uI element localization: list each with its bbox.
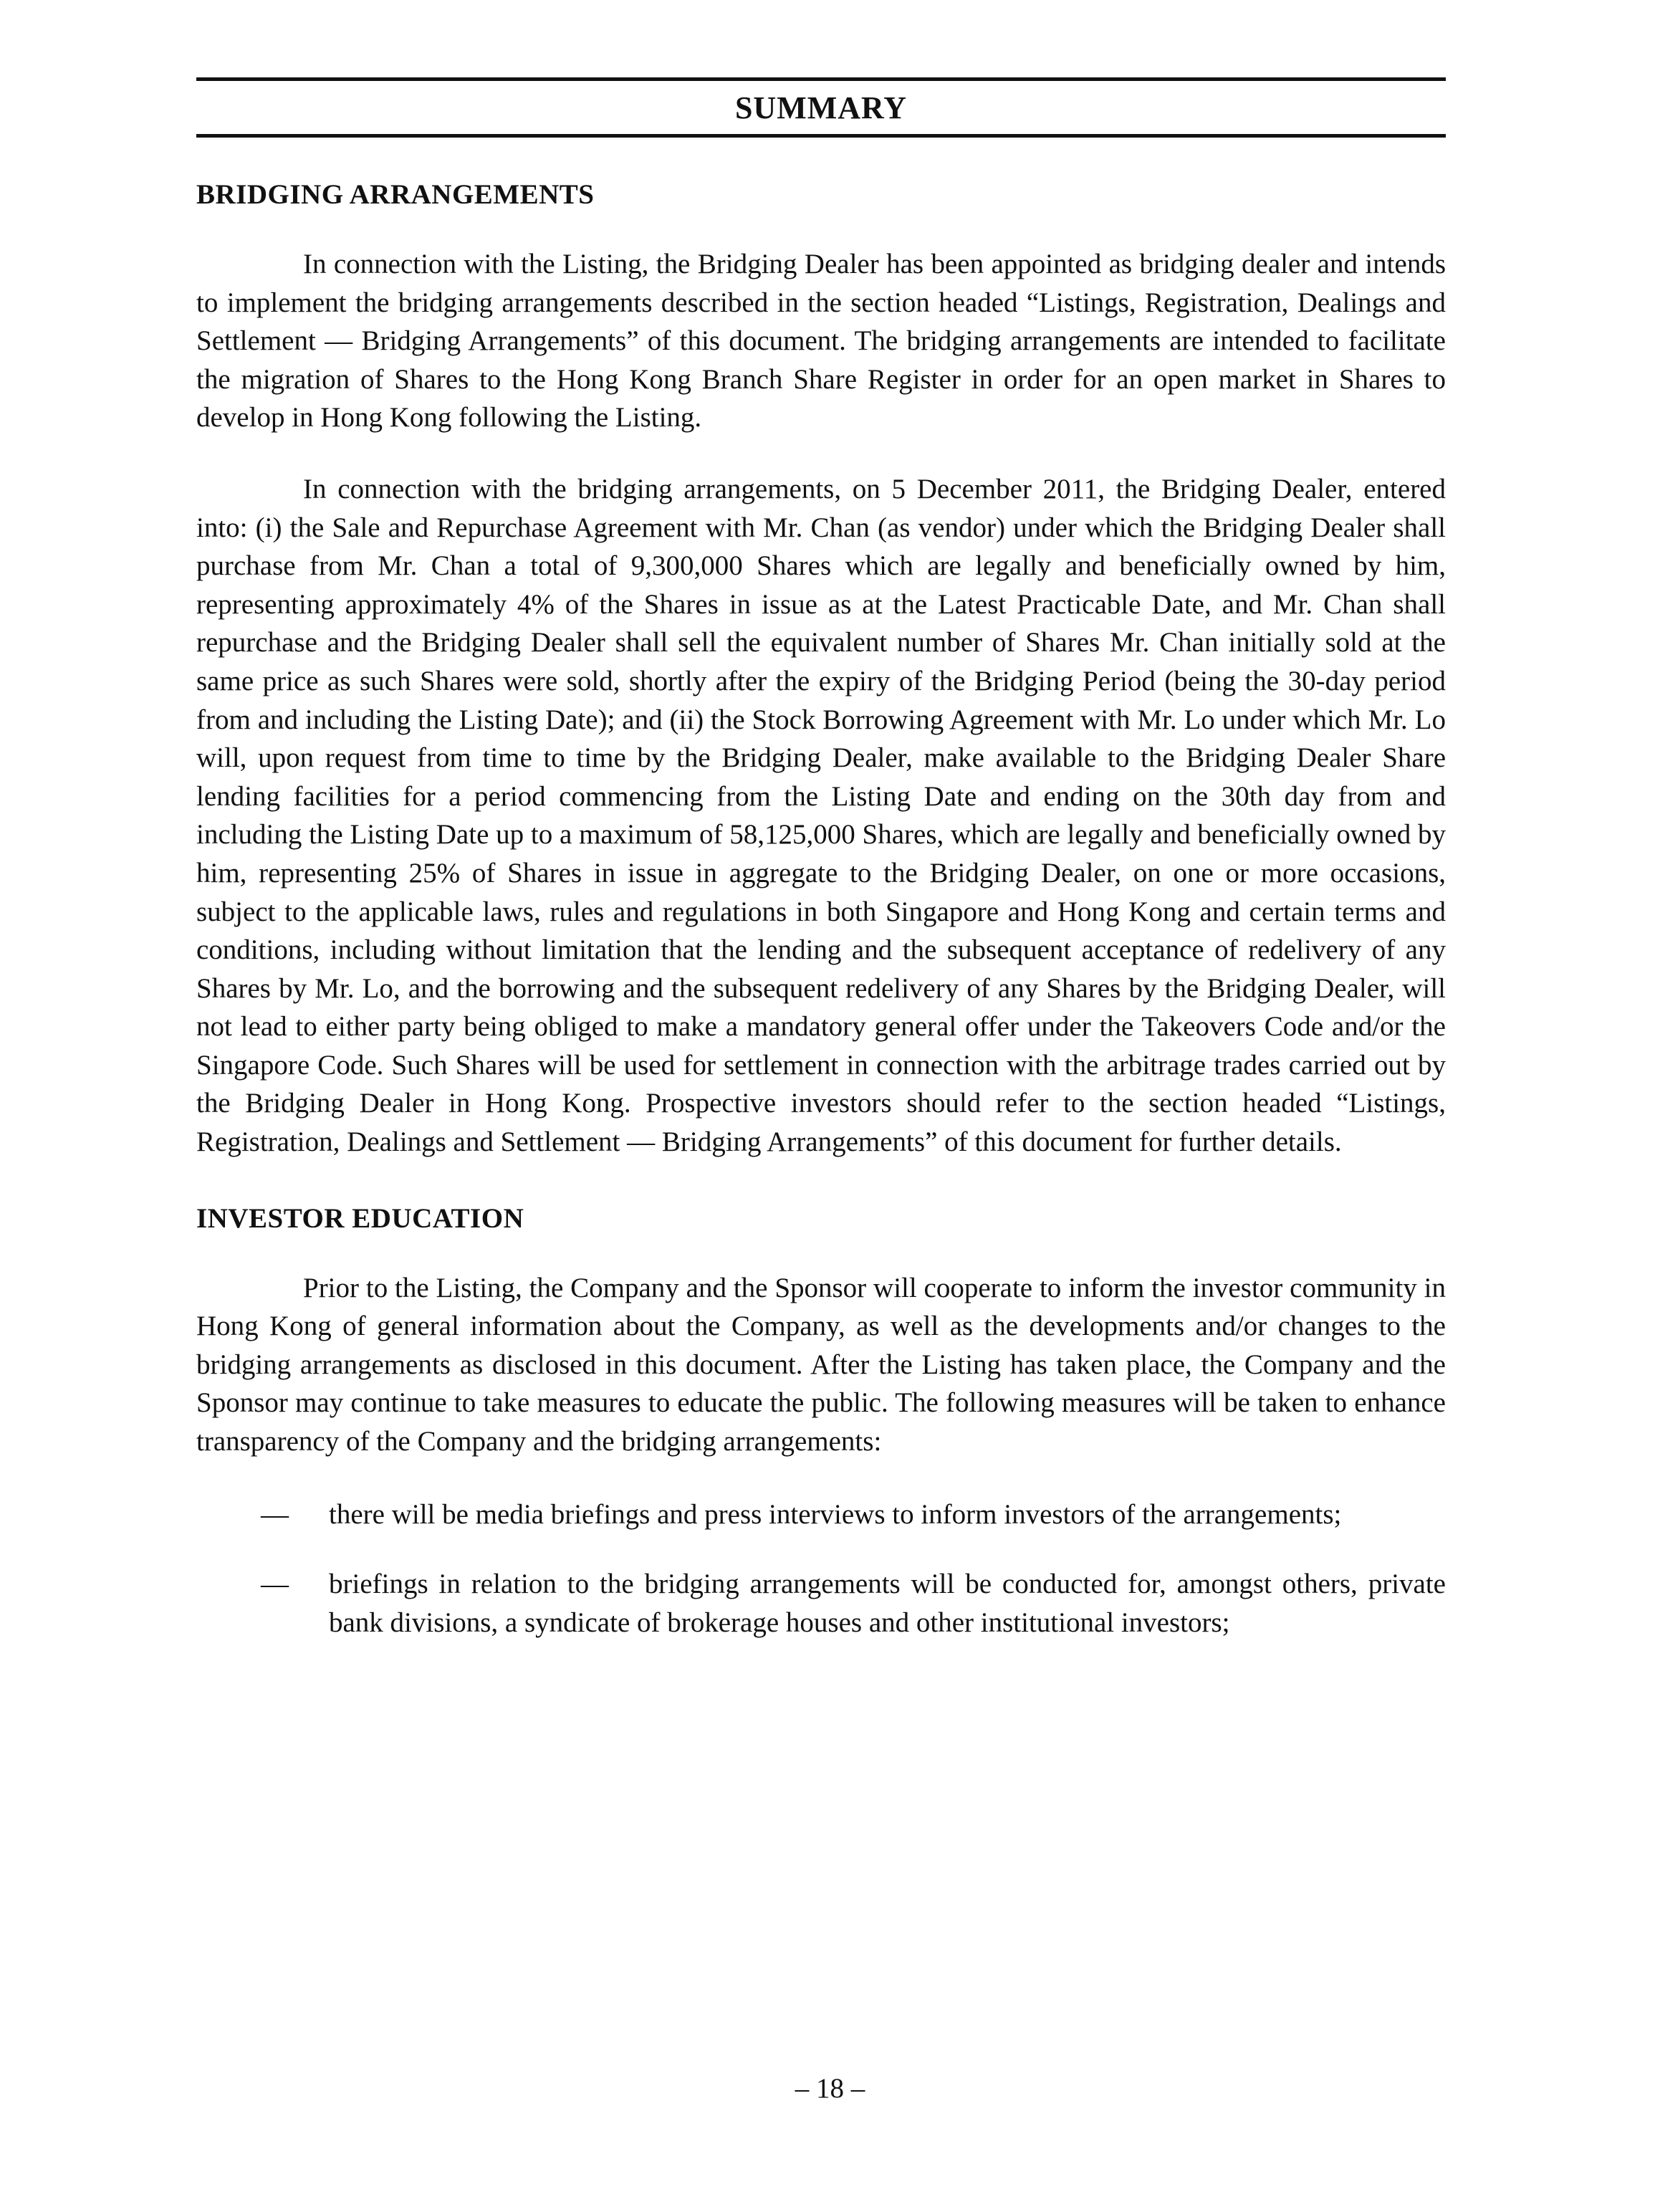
page-header-title: SUMMARY [734,90,908,125]
section-heading-bridging-arrangements: BRIDGING ARRANGEMENTS [196,179,595,210]
page-number: – 18 – [795,2073,865,2104]
document-page [196,77,1446,1642]
dash-bullet-icon: — [261,1569,289,1600]
list-item [196,1495,1446,1534]
measures-list [196,1495,1446,1642]
header-top-rule [196,77,1446,81]
list-spacer [196,1533,1446,1565]
list-item-text: briefings in relation to the bridging arrangements will be conducted for, amongst others, private bank divisions, a syndicate of brokerage houses and other institutional investors; [329,1569,1446,1638]
paragraph-bridging-intro: In connection with the Listing, the Bridging Dealer has been appointed as bridging dealer and intends to implement the bridging arrangements described in the section headed “Listings, Registration, Dealings and Settlement — Bridging Arrangements” of this document. The bridging arrangements are intended to facilitate the migration of Shares to the Hong Kong Branch Share Register in order for an open market in Shares to develop in Hong Kong following the Listing. [196,249,1446,434]
dash-bullet-icon: — [261,1498,289,1530]
section-heading-investor-education: INVESTOR EDUCATION [196,1202,524,1234]
paragraph-bridging-agreements: In connection with the bridging arrangements, on 5 December 2011, the Bridging Dealer, entered into: (i) the Sale and Repurchase Agreement with Mr. Chan (as vendor) under which the Bridging Dealer shall purchase from Mr. Chan a total of 9,300,000 Shares which are legally and beneficially owned by him, representing approximately 4% of the Shares in issue as at the Latest Practicable Date, and Mr. Chan shall repurchase and the Bridging Dealer shall sell the equivalent number of Shares Mr. Chan initially sold at the same price as such Shares were sold, shortly after the expiry of the Bridging Period (being the 30-day period from and including the Listing Date); and (ii) the Stock Borrowing Agreement with Mr. Lo under which Mr. Lo will, upon request from time to time by the Bridging Dealer, make available to the Bridging Dealer Share lending facilities for a period commencing from the Listing Date and ending on the 30th day from and including the Listing Date up to a maximum of 58,125,000 Shares, which are legally and beneficially owned by him, representing 25% of Shares in issue in aggregate to the Bridging Dealer, on one or more occasions, subject to the applicable laws, rules and regulations in both Singapore and Hong Kong and certain terms and conditions, including without limitation that the lending and the subsequent acceptance of redelivery of any Shares by Mr. Lo, and the borrowing and the subsequent redelivery of any Shares by the Bridging Dealer, will not lead to either party being obliged to make a mandatory general offer under the Takeovers Code and/or the Singapore Code. Such Shares will be used for settlement in connection with the arbitrage trades carried out by the Bridging Dealer in Hong Kong. Prospective investors should refer to the section headed “Listings, Registration, Dealings and Settlement — Bridging Arrangements” of this document for further details. [196,473,1446,1158]
list-item-text: there will be media briefings and press interviews to inform investors of the arrangements; [329,1498,1342,1530]
list-item [196,1565,1446,1642]
paragraph-investor-education: Prior to the Listing, the Company and the Sponsor will cooperate to inform the investor community in Hong Kong of general information about the Company, as well as the developments and/or changes to the bridging arrangements as disclosed in this document. After the Listing has taken place, the Company and the Sponsor may continue to take measures to educate the public. The following measures will be taken to enhance transparency of the Company and the bridging arrangements: [196,1272,1446,1457]
